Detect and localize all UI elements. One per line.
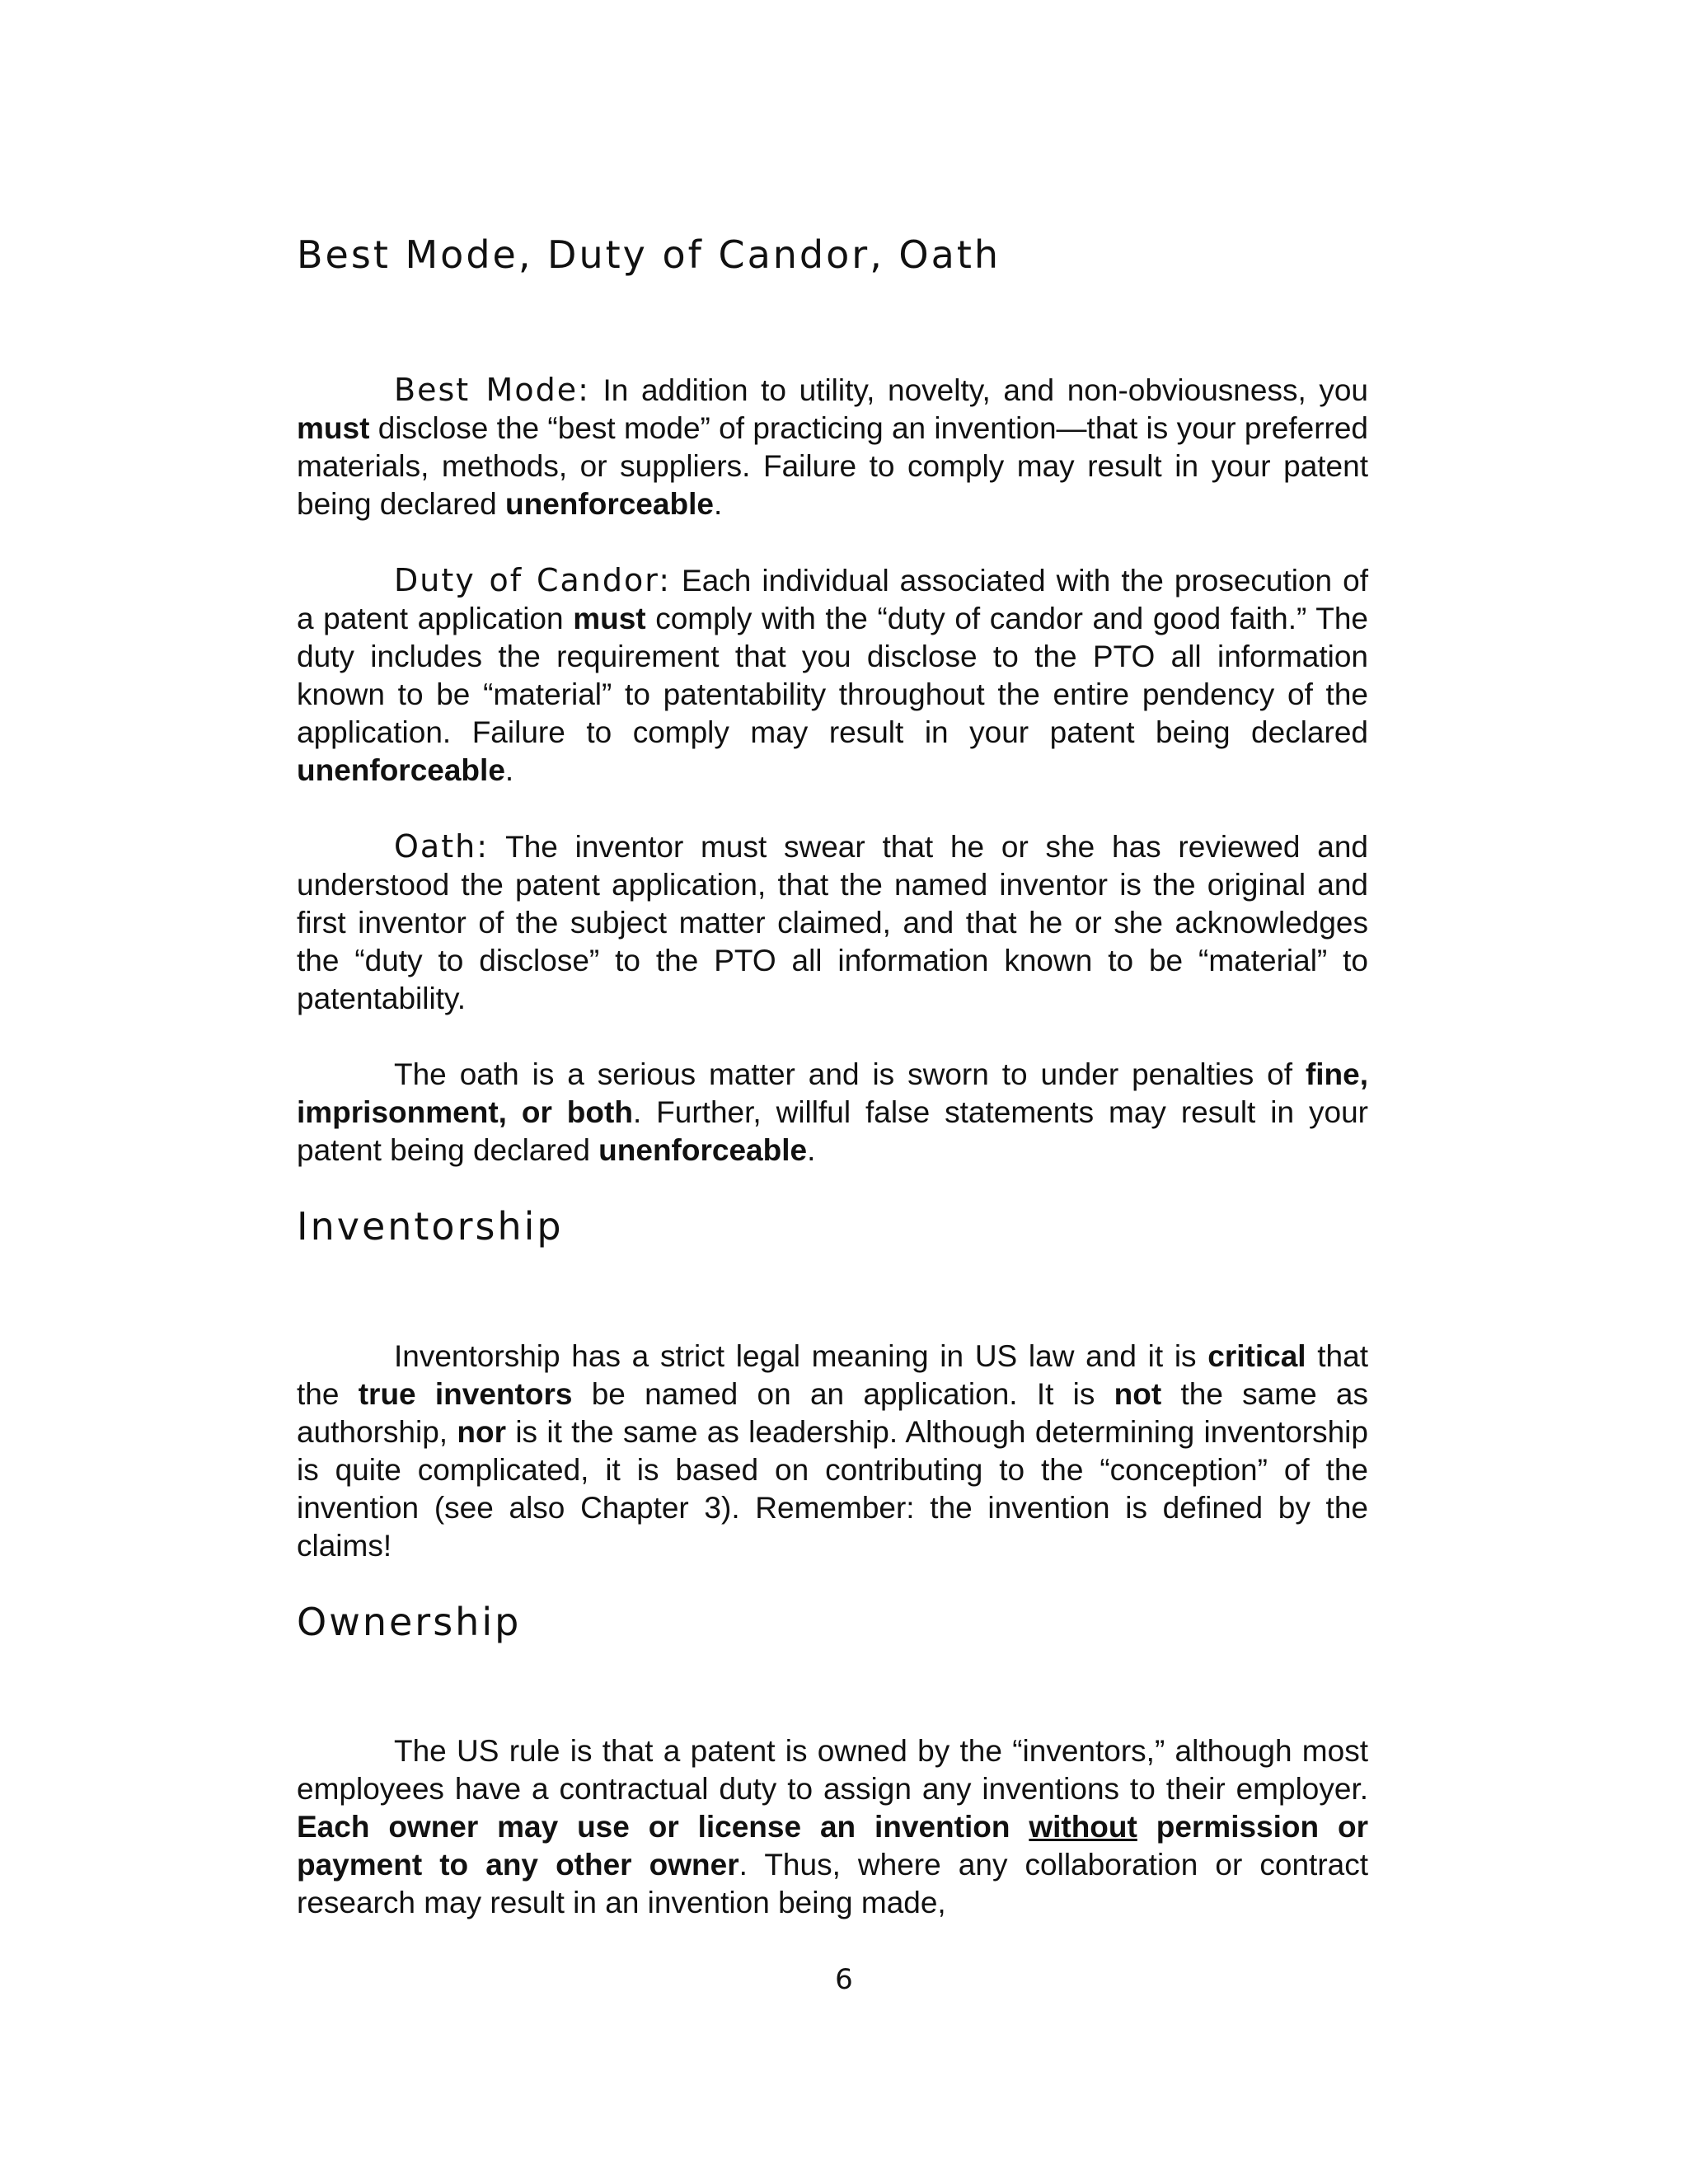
text: disclose the “best mode” of practicing an invention—that is your preferred materials, methods, or suppliers. Failure to comply may result in your patent being declared: [297, 410, 1368, 521]
bold-text: unenforceable: [598, 1132, 808, 1167]
paragraph-oath: [297, 827, 1368, 1018]
text: .: [713, 486, 723, 521]
text: The US rule is that a patent is owned by the “inventors,” although most employees have a contractual duty to assign any inventions to their employer.: [297, 1734, 1368, 1807]
bold-text: must: [573, 601, 646, 635]
text: . Thus, where any collaboration or contract research may result in an invention being made,: [297, 1848, 1368, 1920]
text: that the: [297, 1338, 1368, 1411]
paragraph-best-mode: [297, 371, 1368, 523]
document-page: [297, 231, 1368, 1922]
section-heading-inventorship: Inventorship: [297, 1203, 564, 1249]
bold-text: critical: [1207, 1338, 1306, 1373]
text: The oath is a serious matter and is sworn to under penalties of: [394, 1057, 1306, 1091]
text: the same as authorship,: [297, 1376, 1369, 1449]
text: is it the same as leadership. Although determining inventorship is quite complicated, it is based on contributing to the “conception” of the invention (see also Chapter 3). Remember: the invention is defined by the claims!: [297, 1414, 1368, 1563]
bold-underlined-text: [1029, 1810, 1137, 1844]
text: The inventor must swear that he or she has reviewed and understood the patent application, that the named inventor is the original and first inventor of the subject matter claimed, and that he or she acknowledges the “duty to disclose” to the PTO all information known to be “material” to patentability.: [297, 829, 1368, 1015]
paragraph-oath-serious: [297, 1056, 1368, 1169]
underlined-text: without: [1029, 1810, 1137, 1844]
section-heading-best-mode: Best Mode, Duty of Candor, Oath: [297, 232, 1001, 277]
bold-text: fine, imprisonment, or both: [297, 1057, 1368, 1129]
term-oath: Oath: [394, 827, 477, 865]
term-duty-of-candor: Duty of Candor: [394, 561, 659, 598]
text: Inventorship has a strict legal meaning in US law and it is: [394, 1338, 1208, 1373]
text: .: [807, 1132, 816, 1167]
bold-text: unenforceable: [297, 752, 505, 787]
text: . Further, willful false statements may result in your patent being declared: [297, 1094, 1368, 1167]
bold-text: Each owner may use or license an invention: [297, 1810, 1029, 1844]
bold-text: permission or payment to any other owner: [297, 1810, 1368, 1882]
paragraph-ownership: [297, 1732, 1368, 1922]
term-separator: :: [578, 371, 590, 408]
term-separator: :: [659, 561, 672, 598]
bold-text: unenforceable: [505, 486, 714, 521]
text: be named on an application. It is: [572, 1376, 1114, 1411]
paragraph-duty-of-candor: [297, 561, 1368, 790]
text: Each individual associated with the prosecution of a patent application: [297, 563, 1368, 635]
bold-text: must: [297, 410, 370, 445]
paragraph-inventorship: [297, 1338, 1368, 1565]
text: In addition to utility, novelty, and non-obviousness, you: [589, 373, 1368, 407]
text: .: [504, 752, 514, 787]
term-best-mode: Best Mode: [394, 371, 579, 408]
text: comply with the “duty of candor and good faith.” The duty includes the requirement that you disclose to the PTO all information known to be “material” to patentability throughout the entire pendency of the application. Failure to comply may result in your patent being declared: [297, 601, 1369, 749]
section-heading-ownership: Ownership: [297, 1599, 522, 1644]
page-number: 6: [835, 1963, 853, 1996]
bold-text: true inventors: [358, 1376, 573, 1411]
term-separator: :: [476, 827, 489, 865]
bold-text: nor: [457, 1414, 506, 1449]
bold-text: not: [1114, 1376, 1162, 1411]
